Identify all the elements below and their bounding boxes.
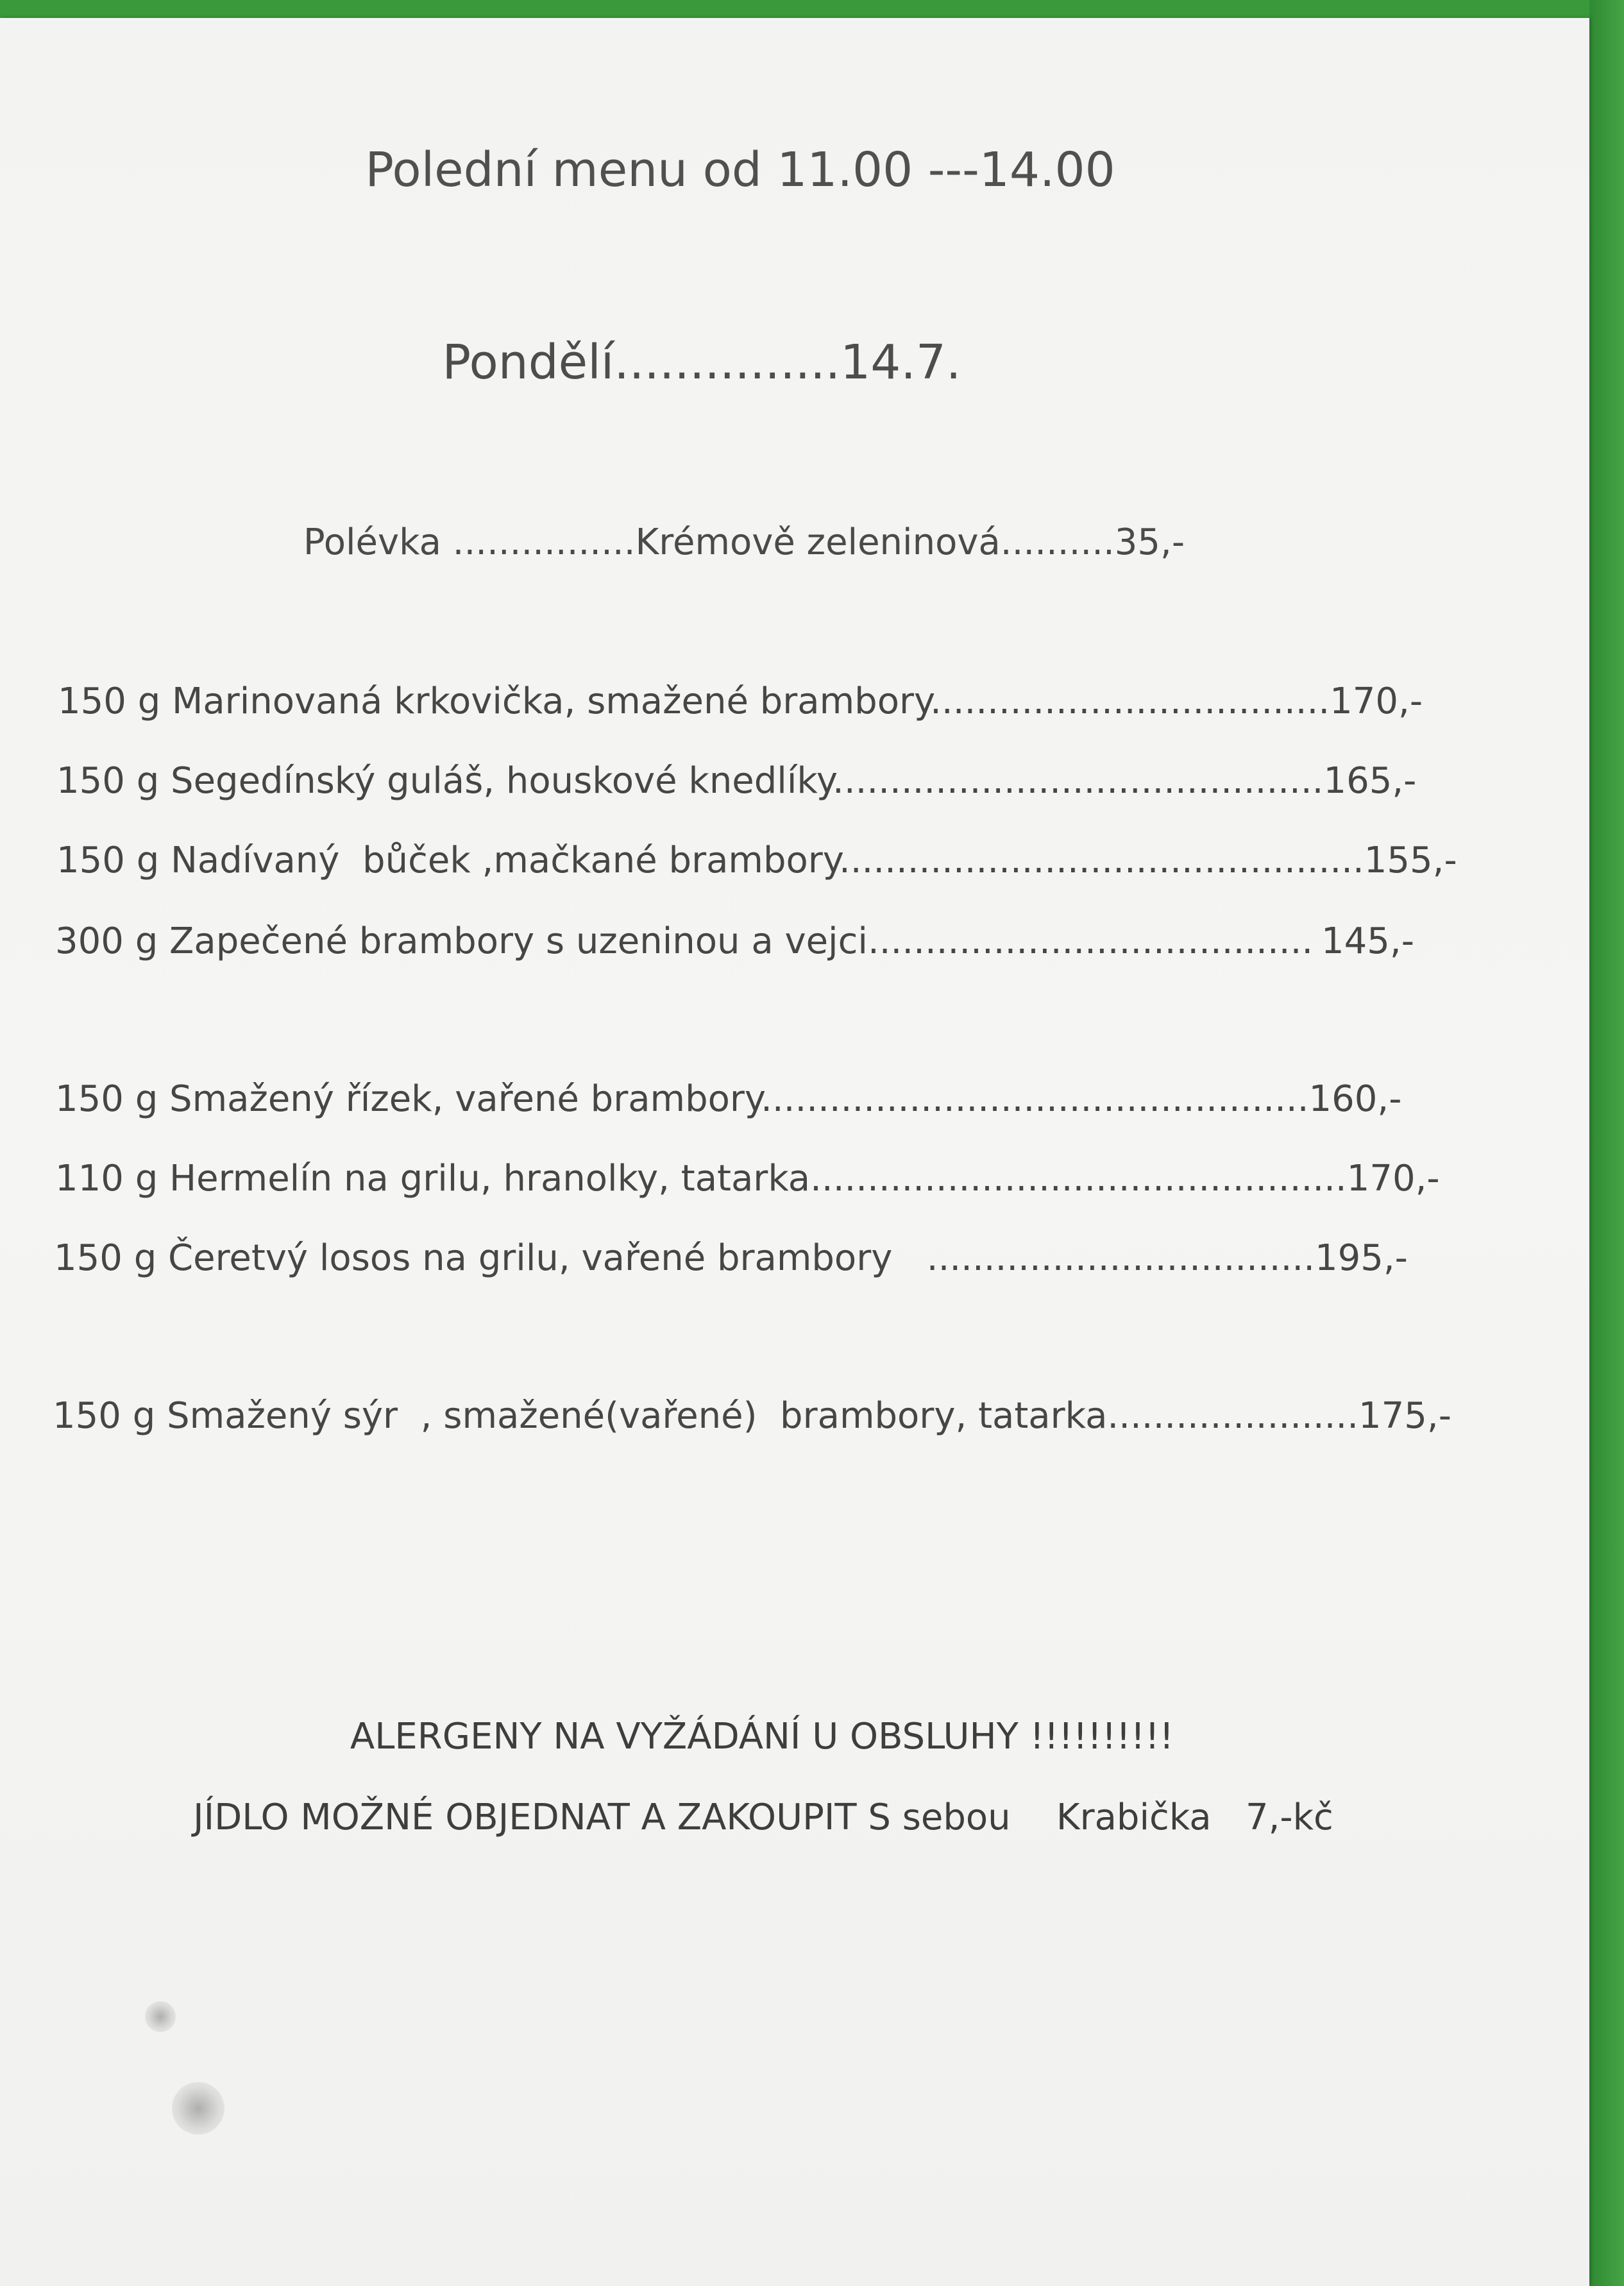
menu-item: 150 g Čeretvý losos na grilu, vařené brambory ..................................195,- — [54, 1237, 1408, 1279]
menu-item: 300 g Zapečené brambory s uzeninou a vejci....................................... — [55, 920, 1314, 962]
background-top — [0, 0, 1624, 18]
menu-item: 150 g Segedínský guláš, houskové knedlíky...........................................165,- — [56, 760, 1417, 802]
menu-title: Polední menu od 11.00 ---14.00 — [365, 142, 1115, 198]
menu-soup: Polévka ................Krémově zeleninová..........35,- — [303, 521, 1185, 563]
paper-stain — [172, 2082, 224, 2135]
background-right — [1589, 0, 1624, 2286]
menu-item: 150 g Smažený řízek, vařené brambory................................................160,- — [55, 1078, 1402, 1120]
menu-item-price: 145,- — [1321, 920, 1414, 962]
paper-stain — [145, 2001, 176, 2032]
menu-item: 110 g Hermelín na grilu, hranolky, tatarka...............................................170,- — [55, 1158, 1440, 1199]
takeaway-note: JÍDLO MOŽNÉ OBJEDNAT A ZAKOUPIT S sebou Krabička 7,-kč — [193, 1797, 1333, 1838]
menu-item: 150 g Smažený sýr , smažené(vařené) brambory, tatarka......................175,- — [53, 1395, 1451, 1437]
menu-item: 150 g Nadívaný bůček ,mačkané brambory..............................................155,- — [56, 840, 1457, 881]
allergen-note: ALERGENY NA VYŽÁDÁNÍ U OBSLUHY !!!!!!!!!! — [350, 1716, 1174, 1757]
menu-day: Pondělí...............14.7. — [442, 335, 961, 390]
menu-item: 150 g Marinovaná krkovička, smažené brambory...................................170,- — [58, 681, 1423, 722]
